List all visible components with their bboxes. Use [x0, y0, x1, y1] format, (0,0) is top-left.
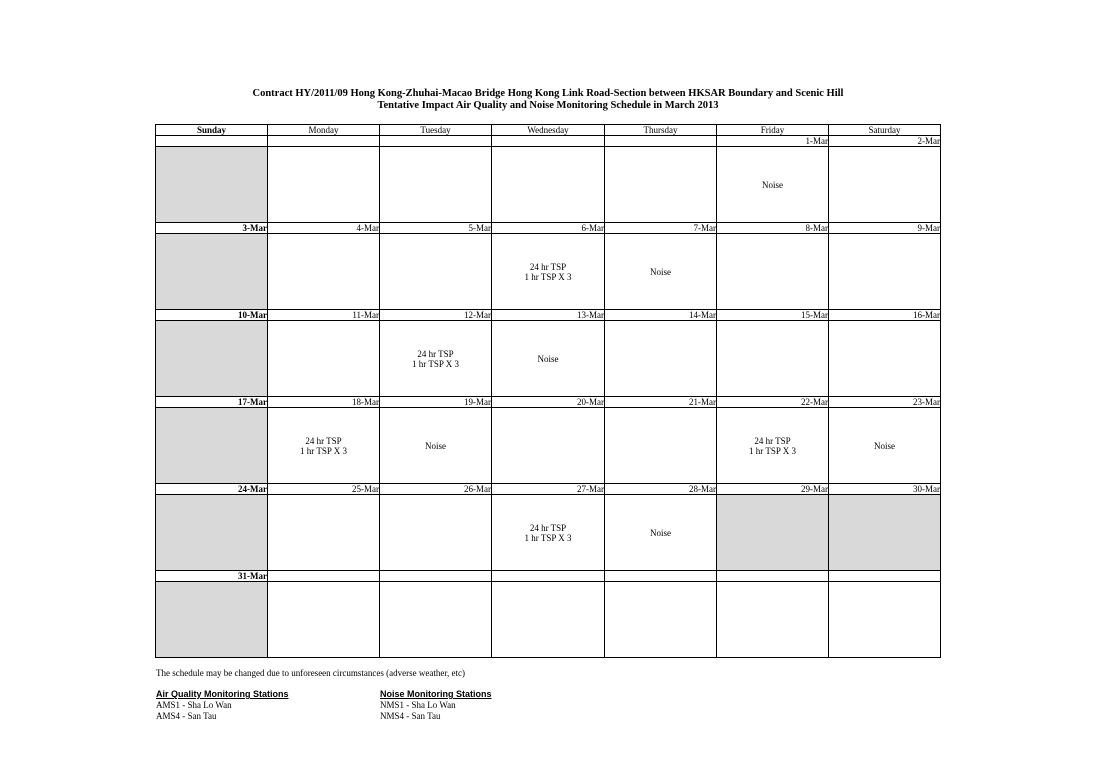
air-quality-heading: Air Quality Monitoring Stations	[156, 689, 289, 699]
date-cell: 22-Mar	[717, 397, 829, 408]
day-cell	[605, 321, 717, 397]
noise-legend	[380, 689, 492, 722]
date-row	[156, 397, 941, 408]
date-cell: 5-Mar	[380, 223, 492, 234]
day-content-row	[156, 234, 941, 310]
monitoring-event: Noise	[425, 440, 446, 451]
monitoring-event: 24 hr TSP	[754, 435, 791, 446]
date-cell: 14-Mar	[605, 310, 717, 321]
monitoring-event: 1 hr TSP X 3	[299, 445, 347, 456]
day-cell	[156, 234, 268, 310]
date-cell	[268, 571, 380, 582]
monitoring-event: 24 hr TSP	[529, 522, 567, 533]
day-cell	[380, 321, 492, 397]
date-cell: 8-Mar	[717, 223, 829, 234]
date-cell: 24-Mar	[156, 484, 268, 495]
day-cell	[717, 495, 829, 571]
monitoring-event: 1 hr TSP X 3	[411, 358, 459, 369]
day-cell	[380, 234, 492, 310]
date-cell	[492, 571, 605, 582]
date-cell: 9-Mar	[829, 223, 941, 234]
day-cell	[380, 147, 492, 223]
date-cell: 16-Mar	[829, 310, 941, 321]
day-cell	[492, 321, 605, 397]
day-cell	[829, 582, 941, 658]
day-cell	[717, 321, 829, 397]
date-cell: 31-Mar	[156, 571, 268, 582]
day-cell	[268, 147, 380, 223]
title-line-2: Tentative Impact Air Quality and Noise Monitoring Schedule in March 2013	[377, 100, 719, 111]
date-cell: 21-Mar	[605, 397, 717, 408]
day-cell	[829, 495, 941, 571]
day-cell	[380, 408, 492, 484]
date-cell: 17-Mar	[156, 397, 268, 408]
day-cell	[829, 147, 941, 223]
calendar-body	[156, 136, 941, 658]
monitoring-event: Noise	[762, 179, 783, 190]
date-cell: 2-Mar	[829, 136, 941, 147]
air-station: AMS4 - San Tau	[156, 711, 217, 721]
date-cell	[380, 571, 492, 582]
weekday-header: Tuesday	[380, 125, 492, 136]
date-row	[156, 484, 941, 495]
date-row	[156, 571, 941, 582]
air-station: AMS1 - Sha Lo Wan	[156, 700, 232, 710]
date-cell: 29-Mar	[717, 484, 829, 495]
date-cell: 1-Mar	[717, 136, 829, 147]
day-cell	[829, 321, 941, 397]
schedule-note: The schedule may be changed due to unforeseen circumstances (adverse weather, etc)	[156, 668, 465, 678]
noise-station: NMS4 - San Tau	[380, 711, 441, 721]
date-cell: 12-Mar	[380, 310, 492, 321]
date-cell	[268, 136, 380, 147]
day-cell	[156, 408, 268, 484]
weekday-header: Thursday	[605, 125, 717, 136]
monitoring-event: 24 hr TSP	[529, 261, 567, 272]
air-quality-legend	[156, 689, 289, 722]
day-cell	[380, 582, 492, 658]
monitoring-event: 24 hr TSP	[417, 348, 454, 359]
date-cell	[605, 571, 717, 582]
day-cell	[268, 408, 380, 484]
date-row	[156, 223, 941, 234]
schedule-title	[0, 88, 1096, 112]
day-cell	[605, 582, 717, 658]
date-cell: 6-Mar	[492, 223, 605, 234]
weekday-header: Sunday	[156, 125, 268, 136]
date-cell	[156, 136, 268, 147]
date-cell: 25-Mar	[268, 484, 380, 495]
date-cell	[380, 136, 492, 147]
day-cell	[717, 147, 829, 223]
date-cell: 13-Mar	[492, 310, 605, 321]
day-cell	[156, 582, 268, 658]
day-cell	[492, 408, 605, 484]
day-cell	[605, 495, 717, 571]
date-cell	[717, 571, 829, 582]
title-line-1: Contract HY/2011/09 Hong Kong-Zhuhai-Macao Bridge Hong Kong Link Road-Section between HKSAR Boundary and Scenic Hill	[252, 88, 844, 99]
monitoring-event: Noise	[650, 527, 671, 538]
date-cell: 7-Mar	[605, 223, 717, 234]
date-cell: 26-Mar	[380, 484, 492, 495]
day-content-row	[156, 495, 941, 571]
weekday-header: Wednesday	[492, 125, 605, 136]
day-cell	[717, 408, 829, 484]
day-cell	[717, 234, 829, 310]
weekday-header: Friday	[717, 125, 829, 136]
day-content-row	[156, 408, 941, 484]
day-cell	[605, 408, 717, 484]
day-cell	[156, 321, 268, 397]
day-cell	[380, 495, 492, 571]
date-cell: 27-Mar	[492, 484, 605, 495]
day-content-row	[156, 321, 941, 397]
date-cell: 20-Mar	[492, 397, 605, 408]
date-cell: 30-Mar	[829, 484, 941, 495]
day-cell	[268, 321, 380, 397]
date-cell: 3-Mar	[156, 223, 268, 234]
monitoring-event: Noise	[537, 353, 559, 364]
date-cell: 10-Mar	[156, 310, 268, 321]
weekday-header: Saturday	[829, 125, 941, 136]
date-row	[156, 310, 941, 321]
monitoring-event: Noise	[650, 266, 671, 277]
noise-station: NMS1 - Sha Lo Wan	[380, 700, 456, 710]
date-cell: 18-Mar	[268, 397, 380, 408]
day-content-row	[156, 582, 941, 658]
date-cell: 28-Mar	[605, 484, 717, 495]
weekday-header-row	[156, 125, 941, 136]
monitoring-event: 1 hr TSP X 3	[748, 445, 796, 456]
date-cell: 15-Mar	[717, 310, 829, 321]
day-cell	[268, 582, 380, 658]
day-cell	[829, 408, 941, 484]
day-cell	[156, 495, 268, 571]
day-cell	[156, 147, 268, 223]
day-cell	[492, 234, 605, 310]
day-cell	[829, 234, 941, 310]
date-cell	[605, 136, 717, 147]
date-cell: 4-Mar	[268, 223, 380, 234]
day-cell	[605, 234, 717, 310]
monitoring-event: 1 hr TSP X 3	[524, 532, 572, 543]
noise-heading: Noise Monitoring Stations	[380, 689, 492, 699]
day-cell	[492, 582, 605, 658]
day-cell	[268, 495, 380, 571]
calendar-table	[155, 124, 941, 658]
monitoring-event: 24 hr TSP	[305, 435, 342, 446]
day-cell	[492, 495, 605, 571]
day-content-row	[156, 147, 941, 223]
day-cell	[492, 147, 605, 223]
monitoring-event: 1 hr TSP X 3	[524, 271, 572, 282]
date-cell	[829, 571, 941, 582]
day-cell	[605, 147, 717, 223]
date-cell	[492, 136, 605, 147]
day-cell	[717, 582, 829, 658]
date-cell: 11-Mar	[268, 310, 380, 321]
date-cell: 19-Mar	[380, 397, 492, 408]
day-cell	[268, 234, 380, 310]
date-cell: 23-Mar	[829, 397, 941, 408]
monitoring-event: Noise	[874, 440, 895, 451]
weekday-header: Monday	[268, 125, 380, 136]
date-row	[156, 136, 941, 147]
